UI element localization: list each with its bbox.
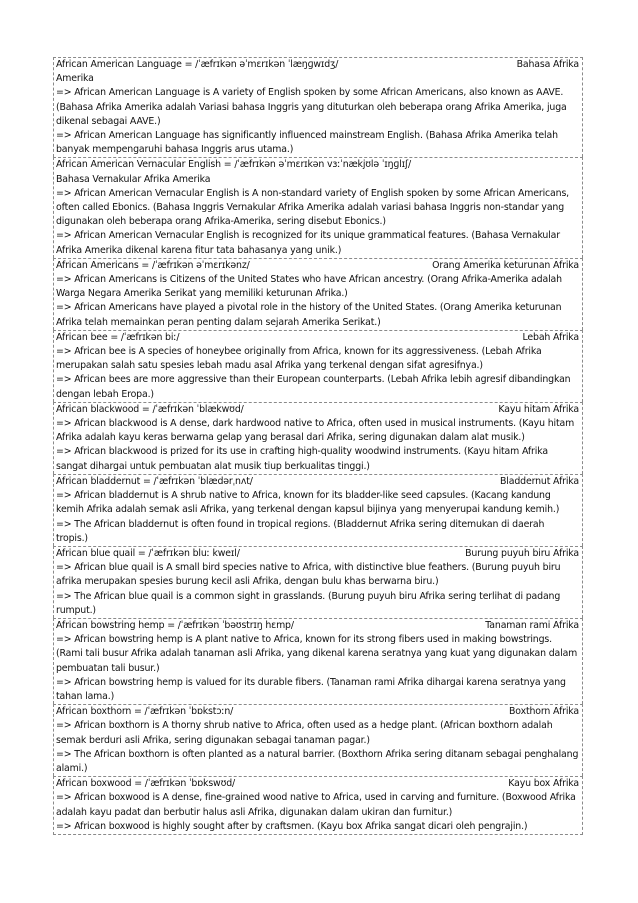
entry-african-bowstring-hemp — [53, 618, 583, 704]
entry-african-american-vernacular-english — [53, 157, 583, 257]
entry-definition: => African blue quail is A small bird species native to Africa, with distinctive blue feathers. (Burung puyuh biru afrika merupakan spesies burung kecil asli Afrika, dengan bulu khas berwarna biru.) — [56, 562, 561, 588]
entry-headword: African boxwood = /ˈæfrɪkən ˈbɒkswʊd/ — [56, 778, 236, 790]
entry-african-americans — [53, 258, 583, 330]
entry-headword: African bowstring hemp = /ˈæfrɪkən ˈbəʊstrɪŋ hɛmp/ — [56, 619, 294, 631]
entry-headword: African bee = /ˈæfrɪkən biː/ — [56, 331, 180, 343]
entry-headword-row — [56, 331, 579, 345]
entry-translation: Boxthorn Afrika — [509, 706, 579, 718]
entry-headword-row — [56, 475, 579, 489]
entry-example: => African bees are more aggressive than their European counterparts. (Lebah Afrika lebih agresif dibandingkan dengan lebah Eropa.) — [56, 374, 571, 400]
entry-example: => African American Language has significantly influenced mainstream English. (Bahasa Afrika Amerika telah banyak mempengaruhi bahasa Inggris arus utama.) — [56, 130, 558, 156]
entry-african-boxthorn — [53, 704, 583, 776]
entry-translation: Burung puyuh biru Afrika — [465, 547, 579, 559]
entry-african-blue-quail — [53, 546, 583, 618]
entry-headword-row — [56, 403, 579, 417]
entry-translation-cont: Amerika — [56, 73, 94, 85]
entry-translation: Lebah Afrika — [522, 331, 579, 343]
entry-definition: => African Americans is Citizens of the United States who have African ancestry. (Orang Afrika-Amerika adalah Warga Negara Amerika Serikat yang memiliki keturunan Afrika.) — [56, 274, 562, 300]
entry-definition: => African blackwood is A dense, dark hardwood native to Africa, often used in musical instruments. (Kayu hitam Afrika adalah kayu keras berwarna gelap yang berasal dari Afrika, sering digunakan dalam alat musik.) — [56, 418, 575, 444]
entry-translation: Kayu box Afrika — [508, 778, 579, 790]
entry-example: => African blackwood is prized for its use in crafting high-quality woodwind instruments. (Kayu hitam Afrika sangat dihargai untuk pembuatan alat musik tiup berkualitas tinggi.) — [56, 446, 548, 472]
entry-headword: African Americans = /ˈæfrɪkən əˈmɛrɪkənz/ — [56, 259, 250, 271]
entry-definition: => African bladdernut is A shrub native to Africa, known for its bladder-like seed capsules. (Kacang kandung kemih Afrika adalah semak asli Afrika, yang terkenal dengan kapsul bijinya yang menyerupai kandung kemih.) — [56, 490, 560, 516]
entry-headword: African boxthorn = /ˈæfrɪkən ˈbɒkstɔːn/ — [56, 706, 234, 718]
entry-definition: => African bee is A species of honeybee originally from Africa, known for its aggressiveness. (Lebah Afrika merupakan salah satu spesies lebah madu asal Afrika yang terkenal dengan sifat agresifnya.) — [56, 346, 542, 372]
entry-african-american-language — [53, 57, 583, 157]
entry-translation-cont: Bahasa Vernakular Afrika Amerika — [56, 173, 211, 185]
entry-example: => African bowstring hemp is valued for its durable fibers. (Tanaman rami Afrika dihargai karena seratnya yang tahan lama.) — [56, 676, 566, 702]
entry-translation: Kayu hitam Afrika — [498, 403, 579, 415]
entry-headword-row — [56, 705, 579, 719]
entry-definition: => African boxthorn is A thorny shrub native to Africa, often used as a hedge plant. (African boxthorn adalah semak berduri asli Afrika, sering digunakan sebagai tanaman pagar.) — [56, 720, 553, 746]
entry-example: => The African boxthorn is often planted as a natural barrier. (Boxthorn Afrika sering ditanam sebagai penghalang alami.) — [56, 748, 579, 774]
entry-translation: Orang Amerika keturunan Afrika — [432, 259, 579, 271]
entry-headword-row — [56, 547, 579, 561]
entry-headword-row — [56, 259, 579, 273]
entry-headword-row — [56, 158, 579, 172]
entry-african-bee — [53, 330, 583, 402]
entry-example: => African American Vernacular English is recognized for its unique grammatical features. (Bahasa Vernakular Afrika Amerika dikenal karena fitur tata bahasanya yang unik.) — [56, 230, 560, 256]
entry-african-blackwood — [53, 402, 583, 474]
entry-headword: African American Vernacular English = /ˈæfrɪkən əˈmɛrɪkən vɜːˈnækjʊlə ˈɪŋɡlɪʃ/ — [56, 159, 411, 171]
entry-african-bladdernut — [53, 474, 583, 546]
entry-headword: African blue quail = /ˈæfrɪkən bluː kweɪl/ — [56, 547, 240, 559]
entry-headword: African American Language = /ˈæfrɪkən əˈmɛrɪkən ˈlæŋɡwɪdʒ/ — [56, 59, 339, 70]
entry-example: => The African bladdernut is often found in tropical regions. (Bladdernut Afrika sering ditemukan di daerah tropis.) — [56, 518, 545, 544]
entry-example: => African Americans have played a pivotal role in the history of the United States. (Orang Amerika keturunan Afrika telah memainkan peran penting dalam sejarah Amerika Serikat.) — [56, 302, 562, 328]
entry-headword: African blackwood = /ˈæfrɪkən ˈblækwʊd/ — [56, 403, 244, 415]
entry-headword: African bladdernut = /ˈæfrɪkən ˈblædərˌnʌt/ — [56, 475, 253, 487]
entry-example: => The African blue quail is a common sight in grasslands. (Burung puyuh biru Afrika sering terlihat di padang rumput.) — [56, 590, 561, 616]
entry-african-boxwood — [53, 776, 583, 835]
entry-translation: Tanaman rami Afrika — [485, 619, 579, 631]
entry-translation: Bladdernut Afrika — [500, 475, 579, 487]
entry-headword-row — [56, 777, 579, 791]
entry-translation: Bahasa Afrika — [516, 59, 579, 70]
dictionary-page — [53, 57, 583, 835]
entry-headword-row — [56, 58, 579, 72]
entry-definition: => African bowstring hemp is A plant native to Africa, known for its strong fibers used in making bowstrings. (Rami tali busur Afrika adalah tanaman asli Afrika, yang dikenal karena seratnya yang kuat yang digunakan dalam pembuatan tali busur.) — [56, 634, 578, 674]
entry-headword-row — [56, 619, 579, 633]
entry-example: => African boxwood is highly sought after by craftsmen. (Kayu box Afrika sangat dicari oleh pengrajin.) — [56, 820, 528, 832]
entry-definition: => African boxwood is A dense, fine-grained wood native to Africa, used in carving and furniture. (Boxwood Afrika adalah kayu padat dan berbutir halus asli Afrika, digunakan dalam ukiran dan furnitur.) — [56, 792, 576, 818]
entry-definition: => African American Language is A variety of English spoken by some African Americans, also known as AAVE. (Bahasa Afrika Amerika adalah Variasi bahasa Inggris yang dituturkan oleh beberapa orang Afrika Amerika, juga dikenal sebagai AAVE.) — [56, 87, 567, 127]
entry-definition: => African American Vernacular English is A non-standard variety of English spoken by some African Americans, often called Ebonics. (Bahasa Inggris Vernakular Afrika Amerika adalah variasi bahasa Inggris non-standar yang digunakan oleh beberapa orang Afrika-Amerika, sering disebut Ebonics.) — [56, 187, 570, 228]
